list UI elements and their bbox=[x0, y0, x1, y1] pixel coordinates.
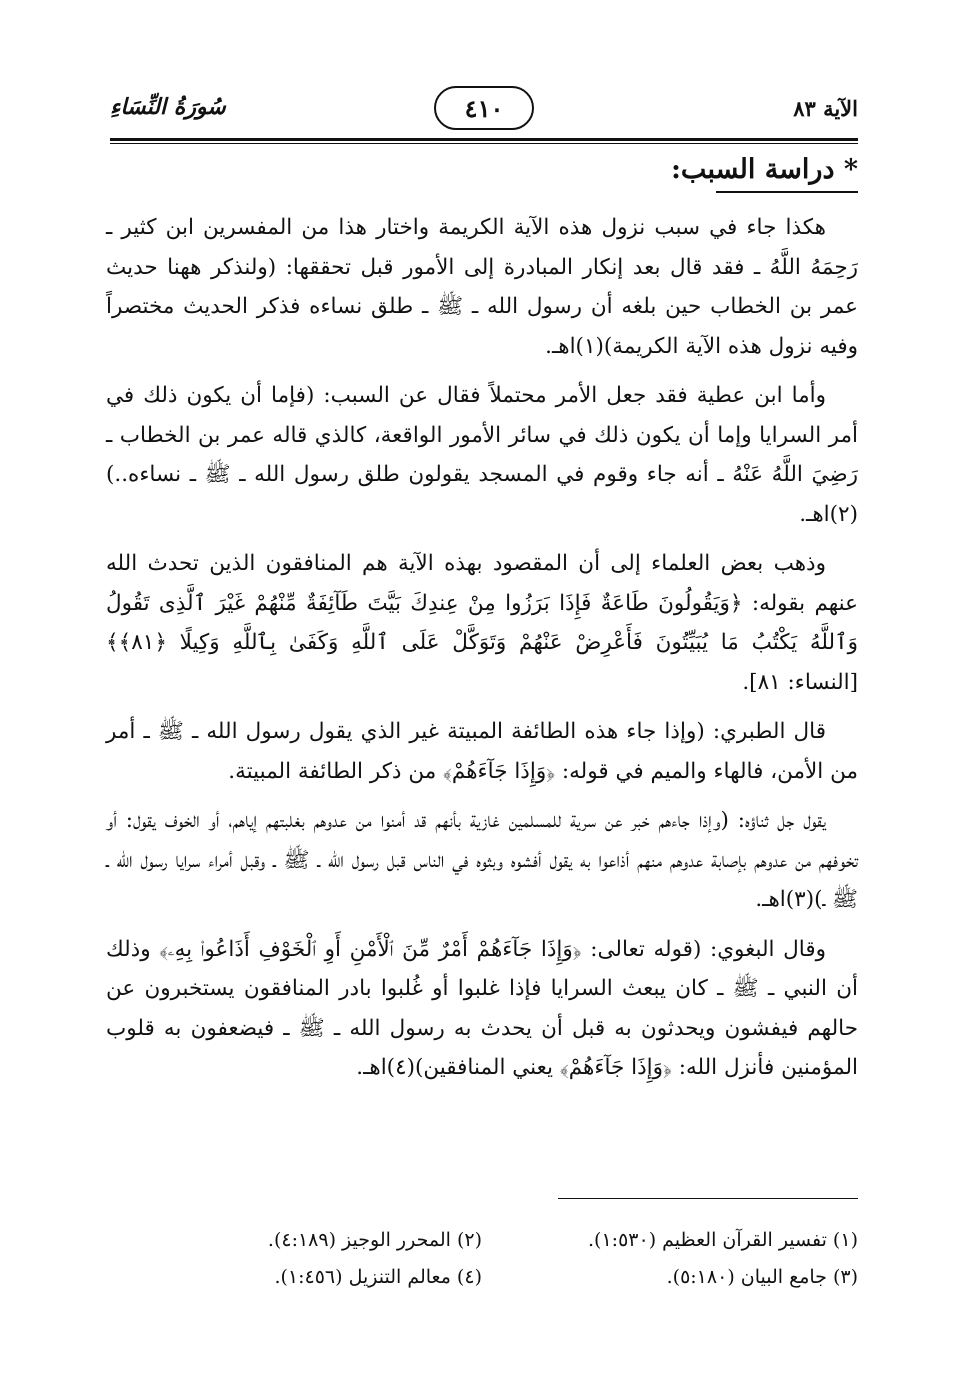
section-title: * دراسة السبب: bbox=[670, 154, 858, 185]
paragraph-4: قال الطبري: (وإذا جاء هذه الطائفة المبيتة غير الذي يقول رسول الله ـ ﷺ ـ أمر من الأمن، فالهاء والميم في قوله: ﴿وَإِذَا جَآءَهُمْ﴾ من ذكر الطائفة المبيتة. bbox=[106, 719, 858, 784]
footnote-4: (٤) معالم التنزيل (١:٤٥٦). bbox=[274, 1266, 482, 1288]
header-rule bbox=[110, 138, 858, 141]
paragraph-2: وأما ابن عطية فقد جعل الأمر محتملاً فقال عن السبب: (فإما أن يكون ذلك في أمر السرايا وإما أن يكون ذلك في سائر الأمور الواقعة، كالذي قاله عمر بن الخطاب ـ رَضِيَ اللَّهُ عَنْهُ ـ أنه جاء وقوم في المسجد يقولون طلق رسول الله ـ ﷺ ـ نساءه..)(٢)اهـ. bbox=[106, 383, 858, 527]
paragraph-1: هكذا جاء في سبب نزول هذه الآية الكريمة واختار هذا من المفسرين ابن كثير ـ رَحِمَهُ اللَّهُ ـ فقد قال بعد إنكار المبادرة إلى الأمور قبل تحققها: (ولنذكر ههنا حديث عمر بن الخطاب حين بلغه أن رسول الله ـ ﷺ ـ طلق نساءه فذكر الحديث مختصراً وفيه نزول هذه الآية الكريمة)(١)اهـ. bbox=[106, 215, 858, 359]
ayah-label: الآية ٨٣ bbox=[793, 96, 858, 121]
page-number-badge: ٤١٠ bbox=[434, 86, 534, 130]
section-underline bbox=[716, 191, 858, 193]
footnote-2: (٢) المحرر الوجيز (٤:١٨٩). bbox=[267, 1229, 482, 1251]
surah-name: سُورَةُ النِّسَاءِ bbox=[110, 94, 226, 120]
footnote-3: (٣) جامع البيان (٥:١٨٠). bbox=[666, 1266, 858, 1288]
footnotes bbox=[106, 1222, 858, 1296]
section-heading bbox=[671, 154, 858, 185]
main-text bbox=[106, 208, 858, 1098]
footnote-row bbox=[106, 1259, 858, 1296]
page-header bbox=[110, 80, 858, 136]
paragraph-5: يقول جل ثناؤه: (وإذا جاءهم خبر عن سرية للمسلمين غازية بأنهم قد أمنوا من عدوهم بغلبتهم إياهم، أو الخوف يقول: أو تخوفهم من عدوهم بإصابة عدوهم منهم أذاعوا به يقول أفشوه وبثوه في الناس قبل رسول الله ـ ﷺ ـ وقبل أمراء سرايا رسول الله ـ ﷺ ـ)(٣)اهـ. bbox=[106, 808, 858, 912]
footnote-rule bbox=[558, 1198, 858, 1199]
header-rule-thin bbox=[110, 143, 858, 144]
paragraph-3: وذهب بعض العلماء إلى أن المقصود بهذه الآية هم المنافقون الذين تحدث الله عنهم بقوله: ﴿وَيَقُولُونَ طَاعَةٌ فَإِذَا بَرَزُوا مِنْ عِندِكَ بَيَّتَ طَآئِفَةٌ مِّنْهُمْ غَيْرَ ٱلَّذِى تَقُولُ وَٱللَّهُ يَكْتُبُ مَا يُبَيِّتُونَ فَأَعْرِضْ عَنْهُمْ وَتَوَكَّلْ عَلَى ٱللَّهِ وَكَفَىٰ بِٱللَّهِ وَكِيلًا ﴿٨١﴾﴾ [النساء: ٨١]. bbox=[106, 551, 858, 695]
paragraph-6: وقال البغوي: (قوله تعالى: ﴿وَإِذَا جَآءَهُمْ أَمْرٌ مِّنَ ٱلْأَمْنِ أَوِ ٱلْخَوْفِ أَذَاعُوا۟ بِهِۦ﴾ وذلك أن النبي ـ ﷺ ـ كان يبعث السرايا فإذا غلبوا أو غُلبوا بادر المنافقون يستخبرون عن حالهم فيفشون ويحدثون به قبل أن يحدث به رسول الله ـ ﷺ ـ فيضعفون به قلوب المؤمنين فأنزل الله: ﴿وَإِذَا جَآءَهُمْ﴾ يعني المنافقين)(٤)اهـ. bbox=[106, 936, 858, 1080]
footnote-row bbox=[106, 1222, 858, 1259]
footnote-1: (١) تفسير القرآن العظيم (١:٥٣٠). bbox=[588, 1229, 858, 1251]
